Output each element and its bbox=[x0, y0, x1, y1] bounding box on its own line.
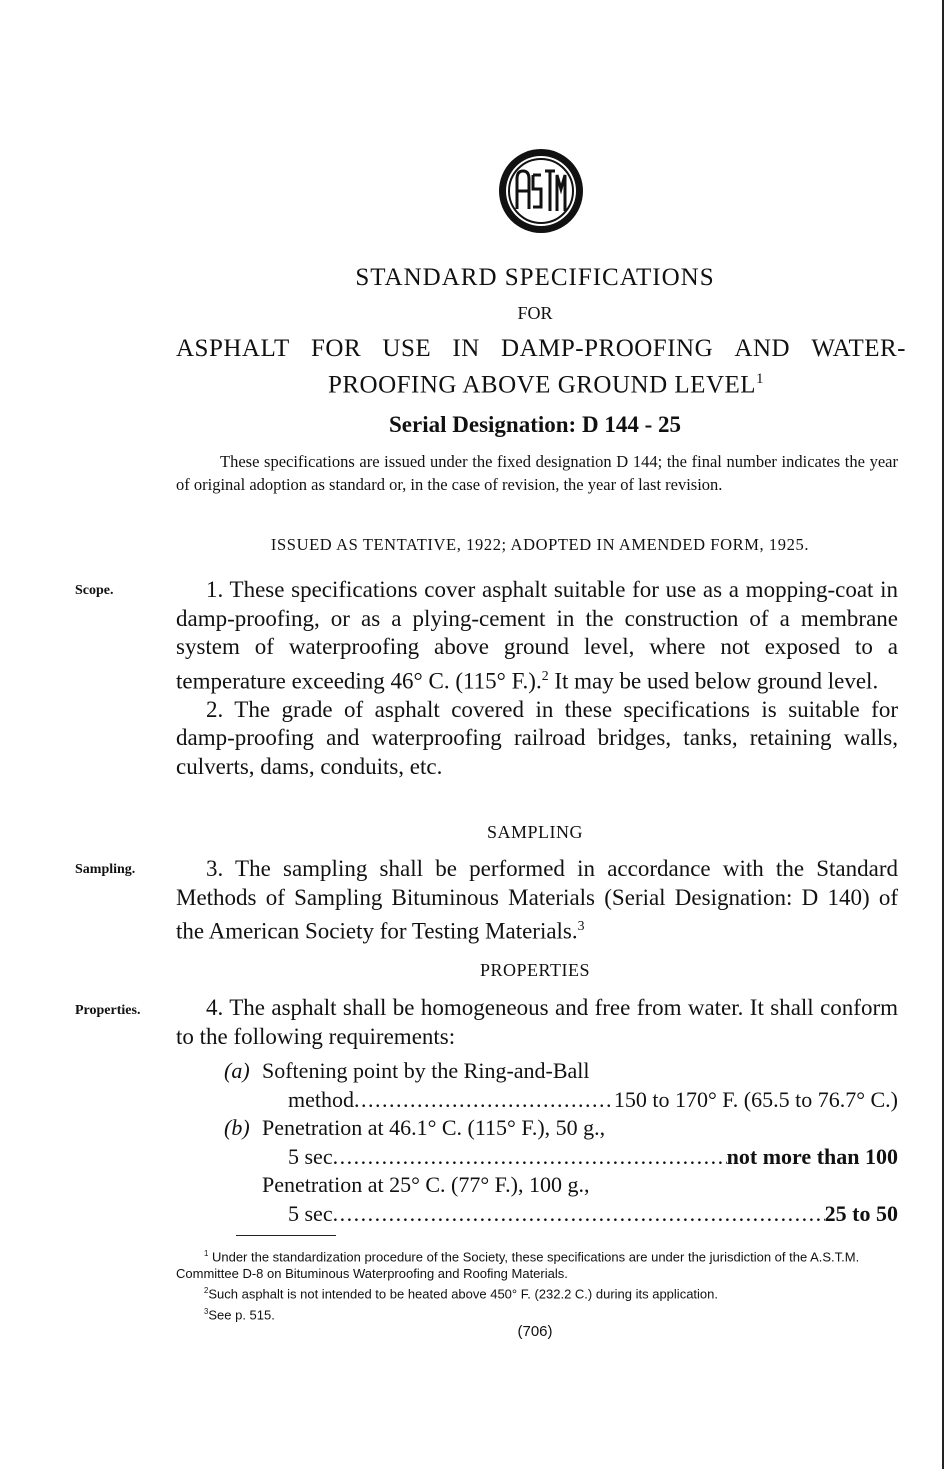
requirements-list bbox=[176, 1057, 898, 1228]
heading-sampling: SAMPLING bbox=[486, 822, 583, 842]
paragraph-1: 1. These specifications cover asphalt suitable for use as a mopping-coat in damp-proofing, or as a plying-cement in the construction of a membrane system of waterproofing above ground level, where not exposed to a temperature exceeding 46° C. (115° F.). bbox=[176, 577, 898, 694]
title-line-2: PROOFING ABOVE GROUND LEVEL bbox=[327, 371, 757, 399]
sidenote-scope: Scope. bbox=[75, 583, 114, 598]
req-b-label: (b) bbox=[224, 1115, 250, 1140]
req-b-line1 bbox=[176, 1114, 898, 1143]
leader-dots bbox=[333, 1143, 727, 1172]
req-c-value: 25 to 50 bbox=[824, 1200, 898, 1226]
req-a-line2 bbox=[176, 1086, 898, 1115]
title-word: USE bbox=[382, 335, 432, 362]
req-c-text: Penetration at 25° C. (77° F.), 100 g., bbox=[262, 1172, 590, 1197]
req-a-label: (a) bbox=[224, 1058, 250, 1083]
heading-properties: PROPERTIES bbox=[480, 960, 590, 980]
req-c-sec: 5 sec bbox=[288, 1200, 333, 1226]
properties-section bbox=[176, 994, 898, 1051]
req-b-text: Penetration at 46.1° C. (115° F.), 50 g., bbox=[262, 1115, 606, 1140]
title-word: WATER- bbox=[811, 335, 906, 362]
footnote-ref-2: 2 bbox=[541, 667, 549, 683]
sidenote-properties: Properties. bbox=[75, 1003, 141, 1018]
footnote-rule bbox=[236, 1235, 336, 1236]
req-b-line2 bbox=[176, 1143, 898, 1172]
footnotes bbox=[176, 1245, 898, 1323]
intro-note bbox=[176, 451, 898, 496]
req-a-value: 150 to 170° F. (65.5 to 76.7° C.) bbox=[613, 1086, 898, 1112]
title-word: DAMP-PROOFING bbox=[501, 335, 714, 362]
title-footnote-ref: 1 bbox=[756, 371, 765, 387]
title-word: ASPHALT bbox=[176, 335, 290, 362]
paragraph-3: 3. The sampling shall be performed in accordance with the Standard Methods of Sampling Bituminous Materials (Serial Designation: D 140) of the American Society for Testing Materials. bbox=[176, 856, 898, 944]
req-c-line1 bbox=[176, 1171, 898, 1200]
heading-standard-specifications: STANDARD SPECIFICATIONS bbox=[355, 264, 715, 291]
sidenote-sampling: Sampling. bbox=[75, 862, 136, 877]
footnote-ref-3: 3 bbox=[577, 918, 585, 933]
page-number: (706) bbox=[517, 1323, 553, 1340]
paragraph-1-tail: It may be used below ground level. bbox=[548, 668, 879, 694]
leader-dots bbox=[333, 1200, 825, 1229]
page-edge-line bbox=[942, 0, 944, 1469]
req-c-line2 bbox=[176, 1200, 898, 1229]
footnote-mark-3: 3 bbox=[204, 1306, 209, 1316]
footnote-1: Under the standardization procedure of the Society, these specifications are under the jurisdiction of the A.S.T.M. Committee D-8 on Bituminous Waterproofing and Roofing Materials. bbox=[176, 1249, 860, 1282]
paragraph-2: 2. The grade of asphalt covered in these specifications is suitable for damp-proofing and waterproofing railroad bridges, tanks, retaining walls, culverts, dams, conduits, etc. bbox=[176, 696, 898, 779]
scope-section bbox=[176, 576, 898, 781]
intro-text: These specifications are issued under the fixed designation D 144; the final number indicates the year of original adoption as standard or, in the case of revision, the year of last revision. bbox=[176, 452, 898, 494]
footnote-mark-1: 1 bbox=[204, 1249, 209, 1258]
req-a-line1 bbox=[176, 1057, 898, 1086]
title-word: FOR bbox=[310, 335, 362, 362]
title-word: IN bbox=[452, 335, 480, 362]
serial-designation: Serial Designation: D 144 - 25 bbox=[389, 412, 681, 437]
sampling-section bbox=[176, 855, 898, 946]
document-title bbox=[176, 334, 906, 400]
req-b-sec: 5 sec bbox=[288, 1143, 333, 1169]
paragraph-4: 4. The asphalt shall be homogeneous and free from water. It shall conform to the following requirements: bbox=[176, 995, 898, 1049]
footnote-3: See p. 515. bbox=[208, 1306, 275, 1322]
footnote-2: Such asphalt is not intended to be heated above 450° F. (232.2 C.) during its application. bbox=[208, 1286, 718, 1302]
req-a-method: method bbox=[288, 1086, 354, 1112]
title-word: AND bbox=[734, 335, 791, 362]
astm-logo bbox=[497, 147, 585, 235]
footnote-mark-2: 2 bbox=[204, 1286, 209, 1296]
req-a-text: Softening point by the Ring-and-Ball bbox=[262, 1058, 590, 1083]
req-b-value: not more than 100 bbox=[726, 1143, 898, 1169]
heading-for: FOR bbox=[517, 303, 553, 323]
issued-line: ISSUED AS TENTATIVE, 1922; ADOPTED IN AMENDED FORM, 1925. bbox=[270, 535, 810, 554]
leader-dots bbox=[354, 1086, 614, 1115]
